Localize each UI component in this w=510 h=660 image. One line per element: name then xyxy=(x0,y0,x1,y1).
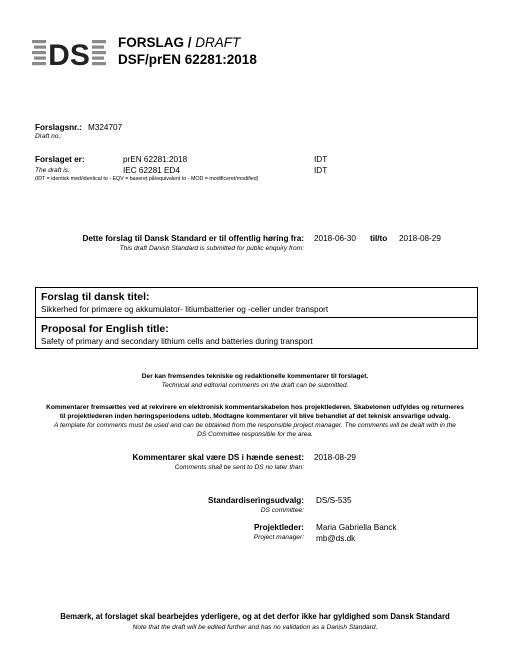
enquiry-from-date: 2018-06-30 xyxy=(314,234,356,243)
document-type: FORSLAG / DRAFT xyxy=(118,35,241,50)
deadline-label-en: Comments shall be sent to DS no later than: xyxy=(174,464,304,471)
enquiry-label: Dette forslag til Dansk Standard er til offentlig høring fra: xyxy=(82,234,304,243)
comments-info: Der kan fremsendes tekniske og redaktionelle kommentarer til forslaget. xyxy=(141,373,369,380)
deadline-date: 2018-08-29 xyxy=(314,453,356,462)
comments-template-en-line-2: DS Committee responsible for the area. xyxy=(197,431,313,438)
danish-title-heading: Forslag til dansk titel: xyxy=(41,291,150,303)
manager-label-en: Project manager: xyxy=(253,534,304,541)
proposal-no-value: M324707 xyxy=(88,123,123,132)
footer-note: Bemærk, at forslaget skal bearbejdes yderligere, og at det derfor ikke har gyldighed som Dansk Standard xyxy=(60,612,450,621)
enquiry-to-label: til/to xyxy=(370,234,388,243)
committee-label-en: DS committee: xyxy=(260,507,304,514)
title-box xyxy=(35,287,478,349)
ds-logo xyxy=(32,36,108,66)
manager-label: Projektleder: xyxy=(253,523,304,532)
draft-is-label-en: The draft is: xyxy=(35,167,70,174)
logo-text: DS xyxy=(48,39,90,66)
standard-number: DSF/prEN 62281:2018 xyxy=(118,52,257,67)
deadline-label: Kommentarer skal være DS i hænde senest: xyxy=(132,453,304,462)
committee-label: Standardiseringsudvalg: xyxy=(208,496,304,505)
enquiry-label-en: This draft Danish Standard is submitted for public enquiry from: xyxy=(119,245,304,252)
equivalence-legend: (IDT = identisk med/identical to - EQV = baseret på/equivalent to - MOD = modificeret/modified) xyxy=(35,176,259,182)
draft-is-code-1: IDT xyxy=(314,155,328,164)
comments-template-en-line-1: A template for comments must be used and can be obtained from the responsible project manager. The comments will be dealt with in the xyxy=(54,422,456,429)
comments-info-en: Technical and editorial comments on the draft can be submitted. xyxy=(161,382,349,389)
title-divider xyxy=(36,317,477,318)
english-title: Safety of primary and secondary lithium cells and batteries during transport xyxy=(41,337,313,346)
english-title-heading: Proposal for English title: xyxy=(41,323,169,335)
manager-email: mb@ds.dk xyxy=(316,534,356,543)
comments-template-line-2: til projektlederen inden høringsperiodens udløb. Modtagne kommentarer vil blive behandlet af det teknisk ansvarlige udvalg. xyxy=(59,413,451,420)
draft-is-code-2: IDT xyxy=(314,166,328,175)
footer-note-en: Note that the draft will be edited further and has no validation as a Danish Standard. xyxy=(132,624,378,631)
danish-title: Sikkerhed for primære og akkumulator- litiumbatterier og -celler under transport xyxy=(41,305,329,314)
comments-template-line-1: Kommentarer fremsættes ved at rekvirere en elektronisk kommentarskabelon hos projektlederen. Skabelonen udfyldes og returneres xyxy=(46,404,464,411)
manager-name: Maria Gabriella Banck xyxy=(316,523,397,532)
enquiry-to-date: 2018-08-29 xyxy=(399,234,441,243)
proposal-no-label-en: Draft no.: xyxy=(35,133,63,140)
draft-is-value-1: prEN 62281:2018 xyxy=(123,155,188,164)
proposal-no-label: Forslagsnr.: xyxy=(35,123,82,132)
draft-is-value-2: IEC 62281 ED4 xyxy=(123,166,180,175)
committee-value: DS/S-535 xyxy=(316,496,352,505)
draft-is-label: Forslaget er: xyxy=(35,155,85,164)
